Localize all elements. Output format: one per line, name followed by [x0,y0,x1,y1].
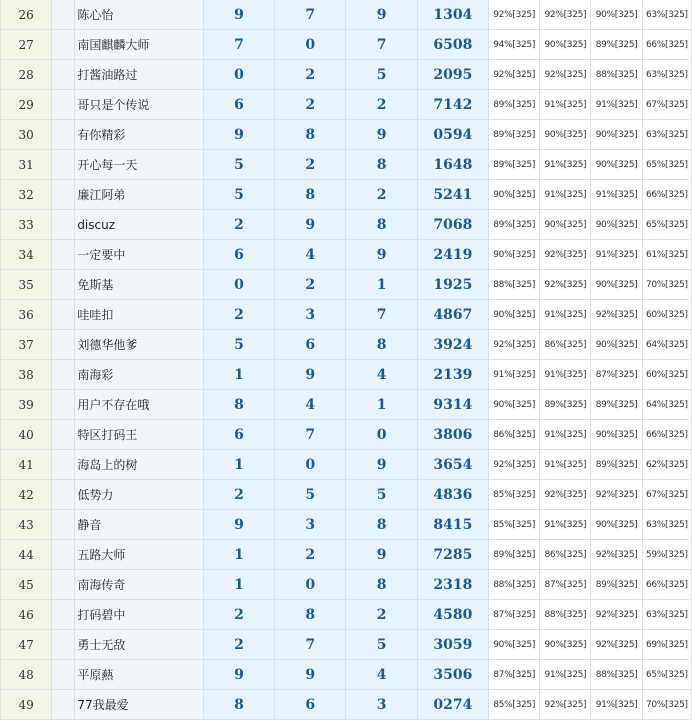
user-name-cell: 有你精彩 [75,120,204,150]
accuracy-1-cell: 94%[325] [489,30,540,60]
accuracy-3-cell: 90%[325] [591,0,642,30]
accuracy-4-cell: 67%[325] [642,90,691,120]
digit-2-cell: 8 [275,120,346,150]
digit-1-cell: 9 [203,660,274,690]
table-row [1,360,692,390]
spacer-cell [52,630,75,660]
accuracy-1-cell: 90%[325] [489,300,540,330]
accuracy-2-cell: 92%[325] [540,0,591,30]
accuracy-1-cell: 87%[325] [489,600,540,630]
accuracy-4-cell: 62%[325] [642,450,691,480]
spacer-cell [52,480,75,510]
spacer-cell [52,660,75,690]
accuracy-2-cell: 91%[325] [540,660,591,690]
user-name-cell: 一定要中 [75,240,204,270]
table-row [1,30,692,60]
user-name-cell: 五路大师 [75,540,204,570]
user-name-cell: 平原爇 [75,660,204,690]
table-row [1,600,692,630]
user-name-cell: 陈心怡 [75,0,204,30]
accuracy-1-cell: 89%[325] [489,150,540,180]
table-row [1,60,692,90]
accuracy-1-cell: 85%[325] [489,690,540,720]
digit-3-cell: 8 [346,570,417,600]
digit-3-cell: 4 [346,660,417,690]
digit-3-cell: 8 [346,150,417,180]
digit-2-cell: 2 [275,150,346,180]
accuracy-4-cell: 64%[325] [642,390,691,420]
user-name-cell: 哇哇扣 [75,300,204,330]
digit-1-cell: 1 [203,570,274,600]
digit-3-cell: 9 [346,540,417,570]
digit-1-cell: 9 [203,0,274,30]
spacer-cell [52,300,75,330]
accuracy-1-cell: 90%[325] [489,180,540,210]
accuracy-3-cell: 88%[325] [591,660,642,690]
accuracy-4-cell: 60%[325] [642,300,691,330]
number-cell: 4580 [417,600,488,630]
rank-cell: 29 [1,90,52,120]
accuracy-4-cell: 70%[325] [642,270,691,300]
accuracy-2-cell: 91%[325] [540,510,591,540]
table-row [1,660,692,690]
spacer-cell [52,180,75,210]
accuracy-1-cell: 89%[325] [489,90,540,120]
accuracy-2-cell: 91%[325] [540,360,591,390]
rank-cell: 44 [1,540,52,570]
digit-3-cell: 1 [346,390,417,420]
digit-3-cell: 5 [346,630,417,660]
digit-3-cell: 4 [346,360,417,390]
digit-3-cell: 7 [346,30,417,60]
digit-1-cell: 9 [203,120,274,150]
accuracy-2-cell: 86%[325] [540,330,591,360]
user-name-cell: 哥只是个传说 [75,90,204,120]
digit-1-cell: 6 [203,240,274,270]
number-cell: 4867 [417,300,488,330]
digit-2-cell: 6 [275,330,346,360]
accuracy-3-cell: 92%[325] [591,540,642,570]
accuracy-4-cell: 66%[325] [642,420,691,450]
number-cell: 9314 [417,390,488,420]
accuracy-1-cell: 87%[325] [489,660,540,690]
number-cell: 3806 [417,420,488,450]
digit-2-cell: 0 [275,450,346,480]
digit-3-cell: 2 [346,600,417,630]
digit-1-cell: 1 [203,450,274,480]
digit-3-cell: 9 [346,450,417,480]
user-name-cell: 77我最爱 [75,690,204,720]
rank-cell: 37 [1,330,52,360]
accuracy-3-cell: 91%[325] [591,90,642,120]
user-name-cell: 免斯基 [75,270,204,300]
digit-3-cell: 5 [346,480,417,510]
table-row [1,150,692,180]
accuracy-4-cell: 63%[325] [642,600,691,630]
spacer-cell [52,150,75,180]
digit-3-cell: 8 [346,330,417,360]
rank-cell: 45 [1,570,52,600]
digit-2-cell: 3 [275,510,346,540]
digit-2-cell: 8 [275,600,346,630]
table-row [1,420,692,450]
rank-cell: 43 [1,510,52,540]
number-cell: 6508 [417,30,488,60]
table-row [1,540,692,570]
digit-2-cell: 7 [275,420,346,450]
user-name-cell: 打码碧中 [75,600,204,630]
digit-3-cell: 8 [346,210,417,240]
digit-1-cell: 6 [203,420,274,450]
number-cell: 0594 [417,120,488,150]
rank-cell: 31 [1,150,52,180]
number-cell: 3506 [417,660,488,690]
accuracy-1-cell: 90%[325] [489,240,540,270]
number-cell: 1304 [417,0,488,30]
digit-1-cell: 0 [203,270,274,300]
accuracy-4-cell: 70%[325] [642,690,691,720]
digit-2-cell: 5 [275,480,346,510]
rank-cell: 39 [1,390,52,420]
accuracy-2-cell: 90%[325] [540,210,591,240]
table-row [1,330,692,360]
table-row [1,390,692,420]
accuracy-3-cell: 88%[325] [591,60,642,90]
accuracy-2-cell: 90%[325] [540,120,591,150]
accuracy-1-cell: 91%[325] [489,360,540,390]
accuracy-3-cell: 89%[325] [591,30,642,60]
rank-cell: 28 [1,60,52,90]
number-cell: 2095 [417,60,488,90]
accuracy-2-cell: 92%[325] [540,690,591,720]
table-row [1,510,692,540]
user-name-cell: 廉江阿弟 [75,180,204,210]
table-row [1,180,692,210]
accuracy-3-cell: 89%[325] [591,390,642,420]
digit-2-cell: 8 [275,180,346,210]
number-cell: 4836 [417,480,488,510]
accuracy-4-cell: 65%[325] [642,660,691,690]
rank-cell: 46 [1,600,52,630]
accuracy-1-cell: 85%[325] [489,480,540,510]
accuracy-3-cell: 92%[325] [591,630,642,660]
accuracy-4-cell: 67%[325] [642,480,691,510]
accuracy-1-cell: 85%[325] [489,510,540,540]
user-name-cell: discuz [75,210,204,240]
accuracy-4-cell: 66%[325] [642,180,691,210]
accuracy-2-cell: 91%[325] [540,150,591,180]
digit-3-cell: 8 [346,510,417,540]
digit-2-cell: 6 [275,690,346,720]
user-name-cell: 刘德华他爹 [75,330,204,360]
accuracy-1-cell: 86%[325] [489,420,540,450]
table-row [1,300,692,330]
number-cell: 2419 [417,240,488,270]
digit-1-cell: 2 [203,300,274,330]
accuracy-4-cell: 63%[325] [642,120,691,150]
accuracy-3-cell: 90%[325] [591,330,642,360]
accuracy-3-cell: 90%[325] [591,510,642,540]
accuracy-3-cell: 90%[325] [591,420,642,450]
user-name-cell: 南海彩 [75,360,204,390]
digit-2-cell: 4 [275,240,346,270]
accuracy-4-cell: 59%[325] [642,540,691,570]
number-cell: 3924 [417,330,488,360]
user-name-cell: 开心每一天 [75,150,204,180]
rank-cell: 41 [1,450,52,480]
rank-cell: 38 [1,360,52,390]
spacer-cell [52,0,75,30]
digit-3-cell: 1 [346,270,417,300]
table-row [1,570,692,600]
accuracy-4-cell: 66%[325] [642,30,691,60]
spacer-cell [52,690,75,720]
digit-2-cell: 7 [275,630,346,660]
user-name-cell: 打酱油路过 [75,60,204,90]
spacer-cell [52,570,75,600]
table-row [1,0,692,30]
digit-2-cell: 7 [275,0,346,30]
accuracy-2-cell: 88%[325] [540,600,591,630]
spacer-cell [52,90,75,120]
digit-2-cell: 9 [275,360,346,390]
number-cell: 2318 [417,570,488,600]
digit-2-cell: 2 [275,90,346,120]
accuracy-2-cell: 92%[325] [540,480,591,510]
accuracy-1-cell: 89%[325] [489,540,540,570]
accuracy-1-cell: 92%[325] [489,330,540,360]
number-cell: 1648 [417,150,488,180]
digit-2-cell: 9 [275,210,346,240]
spacer-cell [52,210,75,240]
digit-1-cell: 9 [203,510,274,540]
digit-3-cell: 0 [346,420,417,450]
spacer-cell [52,60,75,90]
digit-2-cell: 3 [275,300,346,330]
digit-1-cell: 8 [203,390,274,420]
accuracy-2-cell: 92%[325] [540,240,591,270]
rank-cell: 36 [1,300,52,330]
user-name-cell: 南国麒麟大师 [75,30,204,60]
rank-cell: 34 [1,240,52,270]
accuracy-3-cell: 91%[325] [591,240,642,270]
table-row [1,450,692,480]
digit-1-cell: 8 [203,690,274,720]
user-name-cell: 南海传奇 [75,570,204,600]
digit-2-cell: 0 [275,30,346,60]
accuracy-1-cell: 88%[325] [489,570,540,600]
digit-1-cell: 5 [203,330,274,360]
user-name-cell: 海岛上的树 [75,450,204,480]
spacer-cell [52,390,75,420]
digit-1-cell: 5 [203,180,274,210]
digit-1-cell: 6 [203,90,274,120]
table-row [1,240,692,270]
digit-3-cell: 3 [346,690,417,720]
accuracy-3-cell: 90%[325] [591,210,642,240]
user-name-cell: 用户不存在哦 [75,390,204,420]
user-name-cell: 勇士无敌 [75,630,204,660]
accuracy-3-cell: 91%[325] [591,180,642,210]
accuracy-2-cell: 91%[325] [540,180,591,210]
accuracy-4-cell: 63%[325] [642,60,691,90]
spacer-cell [52,360,75,390]
number-cell: 8415 [417,510,488,540]
accuracy-3-cell: 91%[325] [591,690,642,720]
accuracy-4-cell: 61%[325] [642,240,691,270]
accuracy-3-cell: 92%[325] [591,600,642,630]
rank-cell: 27 [1,30,52,60]
spacer-cell [52,540,75,570]
rank-cell: 33 [1,210,52,240]
accuracy-1-cell: 92%[325] [489,0,540,30]
accuracy-3-cell: 90%[325] [591,150,642,180]
accuracy-1-cell: 92%[325] [489,60,540,90]
accuracy-3-cell: 92%[325] [591,480,642,510]
rank-cell: 40 [1,420,52,450]
number-cell: 3059 [417,630,488,660]
digit-1-cell: 1 [203,360,274,390]
digit-3-cell: 5 [346,60,417,90]
accuracy-4-cell: 63%[325] [642,510,691,540]
table-row [1,270,692,300]
accuracy-3-cell: 87%[325] [591,360,642,390]
number-cell: 3654 [417,450,488,480]
table-row [1,210,692,240]
digit-1-cell: 1 [203,540,274,570]
accuracy-2-cell: 86%[325] [540,540,591,570]
accuracy-2-cell: 92%[325] [540,60,591,90]
accuracy-2-cell: 91%[325] [540,90,591,120]
number-cell: 2139 [417,360,488,390]
table-row [1,630,692,660]
accuracy-1-cell: 90%[325] [489,630,540,660]
table-row [1,120,692,150]
accuracy-4-cell: 66%[325] [642,570,691,600]
accuracy-2-cell: 91%[325] [540,450,591,480]
number-cell: 1925 [417,270,488,300]
accuracy-1-cell: 89%[325] [489,120,540,150]
accuracy-4-cell: 63%[325] [642,0,691,30]
accuracy-1-cell: 90%[325] [489,390,540,420]
digit-3-cell: 9 [346,0,417,30]
accuracy-3-cell: 92%[325] [591,300,642,330]
accuracy-2-cell: 90%[325] [540,630,591,660]
accuracy-3-cell: 89%[325] [591,450,642,480]
number-cell: 7068 [417,210,488,240]
digit-3-cell: 9 [346,240,417,270]
accuracy-4-cell: 65%[325] [642,150,691,180]
digit-1-cell: 0 [203,60,274,90]
rank-cell: 42 [1,480,52,510]
accuracy-4-cell: 69%[325] [642,630,691,660]
accuracy-2-cell: 89%[325] [540,390,591,420]
digit-1-cell: 2 [203,600,274,630]
digit-1-cell: 2 [203,210,274,240]
rank-cell: 32 [1,180,52,210]
table-row [1,690,692,720]
accuracy-2-cell: 91%[325] [540,420,591,450]
accuracy-4-cell: 65%[325] [642,210,691,240]
spacer-cell [52,30,75,60]
user-name-cell: 特区打码王 [75,420,204,450]
spacer-cell [52,120,75,150]
spacer-cell [52,330,75,360]
spacer-cell [52,270,75,300]
rank-cell: 49 [1,690,52,720]
spacer-cell [52,420,75,450]
accuracy-2-cell: 87%[325] [540,570,591,600]
accuracy-2-cell: 91%[325] [540,300,591,330]
digit-2-cell: 2 [275,540,346,570]
accuracy-4-cell: 60%[325] [642,360,691,390]
rank-cell: 47 [1,630,52,660]
accuracy-1-cell: 89%[325] [489,210,540,240]
number-cell: 0274 [417,690,488,720]
accuracy-1-cell: 88%[325] [489,270,540,300]
digit-3-cell: 2 [346,180,417,210]
accuracy-2-cell: 92%[325] [540,270,591,300]
rank-cell: 26 [1,0,52,30]
number-cell: 5241 [417,180,488,210]
accuracy-3-cell: 90%[325] [591,120,642,150]
ranking-table-body [1,0,692,720]
rank-cell: 48 [1,660,52,690]
spacer-cell [52,510,75,540]
digit-1-cell: 5 [203,150,274,180]
table-row [1,480,692,510]
digit-2-cell: 0 [275,570,346,600]
digit-3-cell: 9 [346,120,417,150]
spacer-cell [52,600,75,630]
digit-1-cell: 2 [203,630,274,660]
spacer-cell [52,240,75,270]
number-cell: 7285 [417,540,488,570]
digit-3-cell: 7 [346,300,417,330]
accuracy-3-cell: 89%[325] [591,570,642,600]
accuracy-4-cell: 64%[325] [642,330,691,360]
digit-2-cell: 2 [275,60,346,90]
number-cell: 7142 [417,90,488,120]
accuracy-2-cell: 90%[325] [540,30,591,60]
accuracy-1-cell: 92%[325] [489,450,540,480]
accuracy-3-cell: 90%[325] [591,270,642,300]
user-name-cell: 静音 [75,510,204,540]
rank-cell: 35 [1,270,52,300]
digit-2-cell: 4 [275,390,346,420]
digit-1-cell: 2 [203,480,274,510]
table-row [1,90,692,120]
digit-3-cell: 2 [346,90,417,120]
user-name-cell: 低势力 [75,480,204,510]
rank-cell: 30 [1,120,52,150]
digit-1-cell: 7 [203,30,274,60]
digit-2-cell: 9 [275,660,346,690]
spacer-cell [52,450,75,480]
digit-2-cell: 2 [275,270,346,300]
